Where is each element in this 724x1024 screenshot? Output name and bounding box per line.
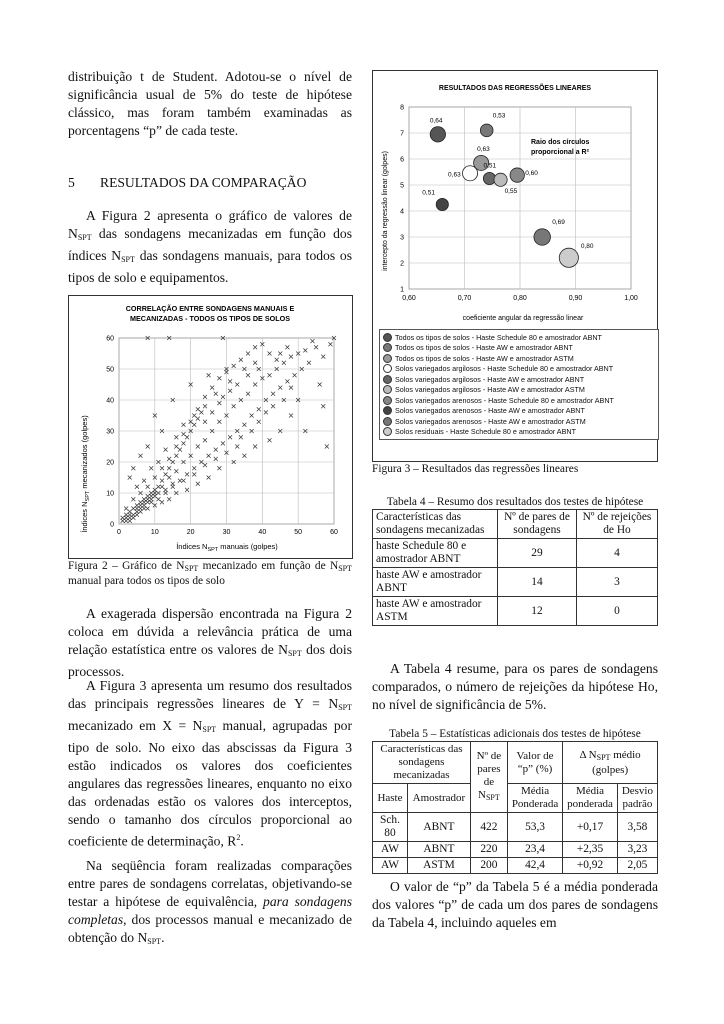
table-cell: haste Schedule 80 e amostrador ABNT [373,539,498,568]
data-point-x-marker [311,339,315,343]
table-cell: 12 [498,597,577,626]
y-tick-label: 1 [400,286,404,294]
data-point-x-marker [207,454,211,458]
fig3-title: RESULTADOS DAS REGRESSÕES LINEARES [438,85,592,92]
data-point-x-marker [242,454,246,458]
table-row [373,568,658,597]
data-point-x-marker [149,466,153,470]
data-point-x-marker [278,352,282,356]
data-point-x-marker [268,438,272,442]
data-point-x-marker [303,348,307,352]
text-span: A Figura 2 apresenta o gráfico de valores de N [68,208,352,241]
legend-label: Solos variegados argilosos - Haste Schedule 80 e amostrador ABNT [395,364,614,374]
data-point-x-marker [246,373,250,377]
data-point-x-marker [289,414,293,418]
text-span: manual para todos os tipos de solo [68,575,225,587]
bubble-value-label: 0,63 [477,145,490,153]
legend-marker-icon [383,364,392,373]
data-point-x-marker [289,386,293,390]
figure3-caption: Figura 3 – Resultados das regressões lineares [372,463,579,475]
data-point-x-marker [128,519,132,523]
table-cell: ABNT [407,842,470,858]
bubble-chart-svg [373,71,657,374]
y-tick-label: 30 [106,428,114,436]
x-tick-label: 10 [150,529,159,536]
fig2-title-line1: CORRELAÇÃO ENTRE SONDAGENS MANUAIS E [125,304,295,313]
x-tick-label: 0,90 [568,295,583,302]
x-tick-label: 1,00 [624,295,638,302]
data-point-x-marker [271,392,275,396]
superscript: 2 [236,833,241,842]
data-point-x-marker [160,479,164,483]
table-cell: 14 [498,568,577,597]
data-point-x-marker [253,361,257,365]
legend-label: Solos variegados argilosos - Haste AW e amostrador ABNT [395,374,585,384]
y-tick-label: 0 [110,521,114,529]
legend-label: Solos variegados arenosos - Haste Schedule 80 e amostrador ABNT [395,395,614,405]
data-point-x-marker [282,361,286,365]
data-point-x-marker [128,476,132,480]
data-point-x-marker [228,379,232,383]
table-row [373,597,658,626]
x-tick-label: 0,70 [457,295,472,302]
data-point-x-marker [167,457,171,461]
data-point-x-marker [268,352,272,356]
data-point-x-marker [253,345,257,349]
table-header-cell [470,742,507,813]
bubble-value-label: 0,53 [492,112,506,120]
data-point-x-marker [328,342,332,346]
paragraph-table4: A Tabela 4 resume, para os pares de sondagens comparados, o número de rejeições da hipótese Ho, no nível de significância de 5%. [372,661,658,712]
paragraph-figure2 [68,207,352,287]
table-cell: 53,3 [507,813,562,842]
regression-bubble [510,168,524,182]
y-tick-label: 8 [400,104,404,112]
legend-marker-icon [383,354,392,363]
legend-label: Solos residuais - Haste Schedule 80 e amostrador ABNT [395,427,576,437]
data-point-x-marker [228,435,232,439]
data-point-x-marker [235,445,239,449]
figure2-caption [68,560,352,588]
x-tick-label: 20 [186,529,195,536]
table-cell: 42,4 [507,858,562,874]
text-span: mecanizado em X = N [68,718,203,733]
table-row [373,842,658,858]
data-point-x-marker [196,417,200,421]
data-point-x-marker [307,361,311,365]
regression-bubble [436,198,448,210]
table4-header-row [373,510,658,539]
data-point-x-marker [185,472,189,476]
data-point-x-marker [217,420,221,424]
data-point-x-marker [246,352,250,356]
subscript: SPT [202,725,217,734]
table-header-cell: Desvio padrão [617,784,657,813]
legend-marker-icon [383,333,392,342]
text-span: das sondagens mecanizadas em função dos índices N [68,226,352,263]
table-header-cell: Média ponderada [563,784,618,813]
regression-bubble [494,173,507,186]
data-point-x-marker [196,407,200,411]
legend-marker-icon [383,396,392,405]
data-point-x-marker [192,472,196,476]
y-tick-label: 40 [106,397,114,405]
legend-item [383,406,655,417]
data-point-x-marker [217,376,221,380]
paragraph-p-value: O valor de “p” da Tabela 5 é a média ponderada dos valores “p” de cada um dos pares de sondagens da Tabela 4, incluindo aqueles em [372,879,658,930]
legend-marker-icon [383,406,392,415]
data-point-x-marker [314,345,318,349]
table-cell: ABNT [407,813,470,842]
text-span: Na seqüência foram realizadas comparações entre pares de sondagens correlatas, objetivando-se testar a hipótese de equivalência, [68,858,352,909]
data-point-x-marker [131,466,135,470]
data-point-x-marker [325,445,329,449]
table-cell: 4 [577,539,658,568]
data-point-x-marker [214,448,218,452]
legend-item [383,385,655,396]
data-point-x-marker [235,383,239,387]
data-point-x-marker [174,454,178,458]
x-tick-label: 0 [117,529,121,536]
data-point-x-marker [203,404,207,408]
x-tick-label: 40 [258,529,267,536]
data-point-x-marker [167,466,171,470]
regression-bubble [462,166,477,181]
legend-label: Solos variegados argilosos - Haste AW e amostrador ASTM [395,385,585,395]
legend-marker-icon [383,375,392,384]
text-span: manual, agrupadas por tipo de solo. No eixo das abscissas da Figura 3 estão indicados os valores dos coeficientes angulares das regressões lineares, enquanto no eixo das ordenadas estão os valores dos interceptos, sendo o tamanho dos círculos proporcional ao coeficiente de determinação, R [68,718,352,849]
data-point-x-marker [228,389,232,393]
italic-span: para sondagens completas [68,894,352,927]
table-cell: 2,05 [617,858,657,874]
data-point-x-marker [174,469,178,473]
data-point-x-marker [182,479,186,483]
y-tick-label: 60 [106,335,114,343]
data-point-x-marker [242,423,246,427]
legend-label: Todos os tipos de solos - Haste Schedule 80 e amostrador ABNT [395,332,602,342]
fig3-legend [379,329,659,440]
text-span: Figura 2 – Gráfico de N [68,560,185,572]
data-point-x-marker [128,513,132,517]
table-row [373,539,658,568]
y-tick-label: 7 [400,130,404,138]
table-cell: 220 [470,842,507,858]
table-row [373,813,658,842]
data-point-x-marker [264,410,268,414]
legend-item [383,395,655,406]
data-point-x-marker [278,386,282,390]
data-point-x-marker [156,497,160,501]
legend-marker-icon [383,417,392,426]
data-point-x-marker [214,392,218,396]
data-point-x-marker [210,410,214,414]
data-point-x-marker [257,420,261,424]
y-tick-label: 10 [106,490,114,498]
data-point-x-marker [217,466,221,470]
data-point-x-marker [321,404,325,408]
data-point-x-marker [174,435,178,439]
text-span: médio (golpes) [592,748,641,776]
table-header-cell: Valor de “p” (%) [507,742,562,784]
table-cell: +0,17 [563,813,618,842]
data-point-x-marker [285,379,289,383]
table-cell: haste AW e amostrador ABNT [373,568,498,597]
y-tick-label: 5 [400,182,404,190]
table5-caption: Tabela 5 – Estatísticas adicionais dos testes de hipótese [389,728,641,740]
fig3-bubbles [422,112,594,267]
data-point-x-marker [146,445,150,449]
data-point-x-marker [203,438,207,442]
bubble-value-label: 0,69 [552,219,565,226]
text-span: A Figura 3 apresenta um resumo dos resultados das principais regressões lineares de Y = N [68,678,352,711]
subscript: SPT [338,703,352,712]
y-tick-label: 2 [400,260,404,268]
table-header-cell: Nº de pares de sondagens [498,510,577,539]
x-tick-label: 50 [294,529,303,536]
table-header-cell: Características das sondagens mecanizadas [373,742,471,784]
data-point-x-marker [167,497,171,501]
data-point-x-marker [253,445,257,449]
section-number: 5 [68,175,75,190]
data-point-x-marker [139,454,143,458]
y-tick-label: 4 [400,208,404,216]
scatter-chart-svg [69,296,352,558]
table-header-cell: Haste [373,784,408,813]
fig2-xlabel: Índices $N_{SPT}$ manuais (golpes) [176,542,278,553]
bubble-value-label: 0,60 [525,170,538,178]
data-point-x-marker [239,435,243,439]
data-point-x-marker [207,476,211,480]
legend-marker-icon [383,343,392,352]
table5-header-row [373,742,658,784]
y-tick-label: 50 [106,366,114,374]
figure2-chart [68,295,353,559]
data-point-x-marker [142,479,146,483]
legend-item [383,416,655,427]
legend-item [383,343,655,354]
table-cell: +2,35 [563,842,618,858]
data-point-x-marker [196,445,200,449]
legend-label: Todos os tipos de solos - Haste AW e amostrador ABNT [395,343,573,353]
table-header-cell: Amostrador [407,784,470,813]
data-point-x-marker [221,441,225,445]
data-point-x-marker [246,392,250,396]
section-title: RESULTADOS DA COMPARAÇÃO [100,175,307,190]
data-point-x-marker [149,500,153,504]
intro-paragraph: distribuição t de Student. Adotou-se o nível de significância usual de 5% do teste de hipótese clássico, mas foram também examinadas as porcentagens “p” de cada teste. [68,69,352,138]
data-point-x-marker [289,355,293,359]
x-tick-label: 0,60 [402,295,416,302]
data-point-x-marker [164,472,168,476]
table-cell: +0,92 [563,858,618,874]
data-point-x-marker [321,355,325,359]
x-tick-label: 60 [330,529,338,536]
table-header-cell: Nº de rejeições de Ho [577,510,658,539]
bubble-value-label: 0,80 [580,242,594,250]
text-span: A exagerada dispersão encontrada na Figura 2 coloca em dúvida a relevância prática de uma relação estatística entre os valores de N [68,606,352,657]
text-span: Nº de pares de N [476,750,502,801]
fig3-xlabel: coeficiente angular da regressão linear [462,315,584,322]
table5 [372,741,658,874]
table-cell: Sch. 80 [373,813,408,842]
text-span: . [240,833,244,849]
data-point-x-marker [135,485,139,489]
data-point-x-marker [182,423,186,427]
x-tick-label: 0,80 [513,295,527,302]
data-point-x-marker [271,404,275,408]
data-point-x-marker [146,485,150,489]
table-cell: 3 [577,568,658,597]
fig2-points [121,336,336,523]
text-span: dos dois processos. [68,642,352,679]
table5-subheader-row [373,784,658,813]
x-tick-label: 30 [222,529,231,536]
data-point-x-marker [268,373,272,377]
data-point-x-marker [160,466,164,470]
data-point-x-marker [156,485,160,489]
data-point-x-marker [207,373,211,377]
y-tick-label: 3 [400,234,404,242]
y-tick-label: 6 [400,156,404,164]
paragraph-figure3 [68,677,352,851]
paragraph-dispersion [68,605,352,681]
regression-bubble [534,229,551,246]
bubble-value-label: 0,51 [483,162,497,170]
data-point-x-marker [253,383,257,387]
data-point-x-marker [250,414,254,418]
subscript: SPT [184,564,199,573]
data-point-x-marker [182,441,186,445]
legend-marker-icon [383,427,392,436]
legend-item [383,427,655,438]
table-cell: 422 [470,813,507,842]
data-point-x-marker [185,488,189,492]
subscript: SPT [121,255,135,264]
legend-item [383,364,655,375]
figure3-chart [372,70,658,462]
legend-marker-icon [383,385,392,394]
data-point-x-marker [142,507,146,511]
regression-bubble [430,127,445,142]
regression-bubble [559,248,578,267]
data-point-x-marker [318,383,322,387]
table-cell: haste AW e amostrador ASTM [373,597,498,626]
text-span: Δ N [579,748,597,761]
subscript: SPT [485,793,500,802]
table4-caption: Tabela 4 – Resumo dos resultados dos testes de hipótese [386,496,644,508]
table-cell: 23,4 [507,842,562,858]
table-cell: AW [373,842,408,858]
data-point-x-marker [203,420,207,424]
table-cell: 3,58 [617,813,657,842]
legend-label: Solos variegados arenosos - Haste AW e amostrador ABNT [395,406,585,416]
data-point-x-marker [203,463,207,467]
subscript: SPT [147,937,162,946]
data-point-x-marker [164,448,168,452]
legend-label: Todos os tipos de solos - Haste AW e amostrador ASTM [395,353,574,363]
data-point-x-marker [146,507,150,511]
table-row [373,858,658,874]
text-span: , dos processos manual e mecanizado de obtenção do N [68,912,352,945]
y-tick-label: 20 [106,459,114,467]
data-point-x-marker [214,457,218,461]
table-cell: 0 [577,597,658,626]
data-point-x-marker [171,485,175,489]
bubble-value-label: 0,63 [448,171,461,179]
data-point-x-marker [178,479,182,483]
table-header-cell [563,742,658,784]
data-point-x-marker [257,407,261,411]
data-point-x-marker [293,373,297,377]
subscript: SPT [77,233,92,242]
subscript: SPT [596,752,611,762]
data-point-x-marker [203,395,207,399]
legend-label: Solos variegados arenosos - Haste AW e amostrador ASTM [395,416,586,426]
text-span: . [161,930,165,945]
table4 [372,509,658,626]
data-point-x-marker [221,395,225,399]
table-cell: 29 [498,539,577,568]
paragraph-sequence [68,857,352,951]
data-point-x-marker [182,432,186,436]
data-point-x-marker [217,401,221,405]
subscript: SPT [338,564,352,573]
table-cell: 200 [470,858,507,874]
bubble-value-label: 0,51 [422,189,435,197]
data-point-x-marker [192,466,196,470]
fig3-note-line2: proporcional a R² [531,149,589,156]
fig3-ylabel: intercepto da regressão linear (golpes) [382,151,389,271]
text-span: das sondagens manuais, para todos os tipos de solo e equipamentos. [68,248,352,285]
fig3-note-line1: Raio dos círculos [531,139,590,146]
subscript: SPT [287,649,302,658]
data-point-x-marker [210,386,214,390]
legend-item [383,332,655,343]
section-heading [68,174,352,192]
legend-item [383,353,655,364]
data-point-x-marker [232,364,236,368]
regression-bubble [480,124,493,137]
fig2-title-line2: MECANIZADAS - TODOS OS TIPOS DE SOLOS [129,314,291,323]
data-point-x-marker [135,513,139,517]
fig2-ylabel: Índices $N_{SPT}$ mecanizados (golpes) [80,415,91,533]
table-header-cell: Média Ponderada [507,784,562,813]
data-point-x-marker [131,497,135,501]
bubble-value-label: 0,64 [429,117,443,125]
data-point-x-marker [174,445,178,449]
data-point-x-marker [239,358,243,362]
data-point-x-marker [232,404,236,408]
table-cell: AW [373,858,408,874]
table-cell: ASTM [407,858,470,874]
table-header-cell: Características das sondagens mecanizadas [373,510,498,539]
legend-item [383,374,655,385]
table-cell: 3,23 [617,842,657,858]
data-point-x-marker [196,482,200,486]
bubble-value-label: 0,55 [504,187,518,195]
data-point-x-marker [275,358,279,362]
data-point-x-marker [124,507,128,511]
data-point-x-marker [285,345,289,349]
text-span: mecanizado em função de N [198,560,339,572]
